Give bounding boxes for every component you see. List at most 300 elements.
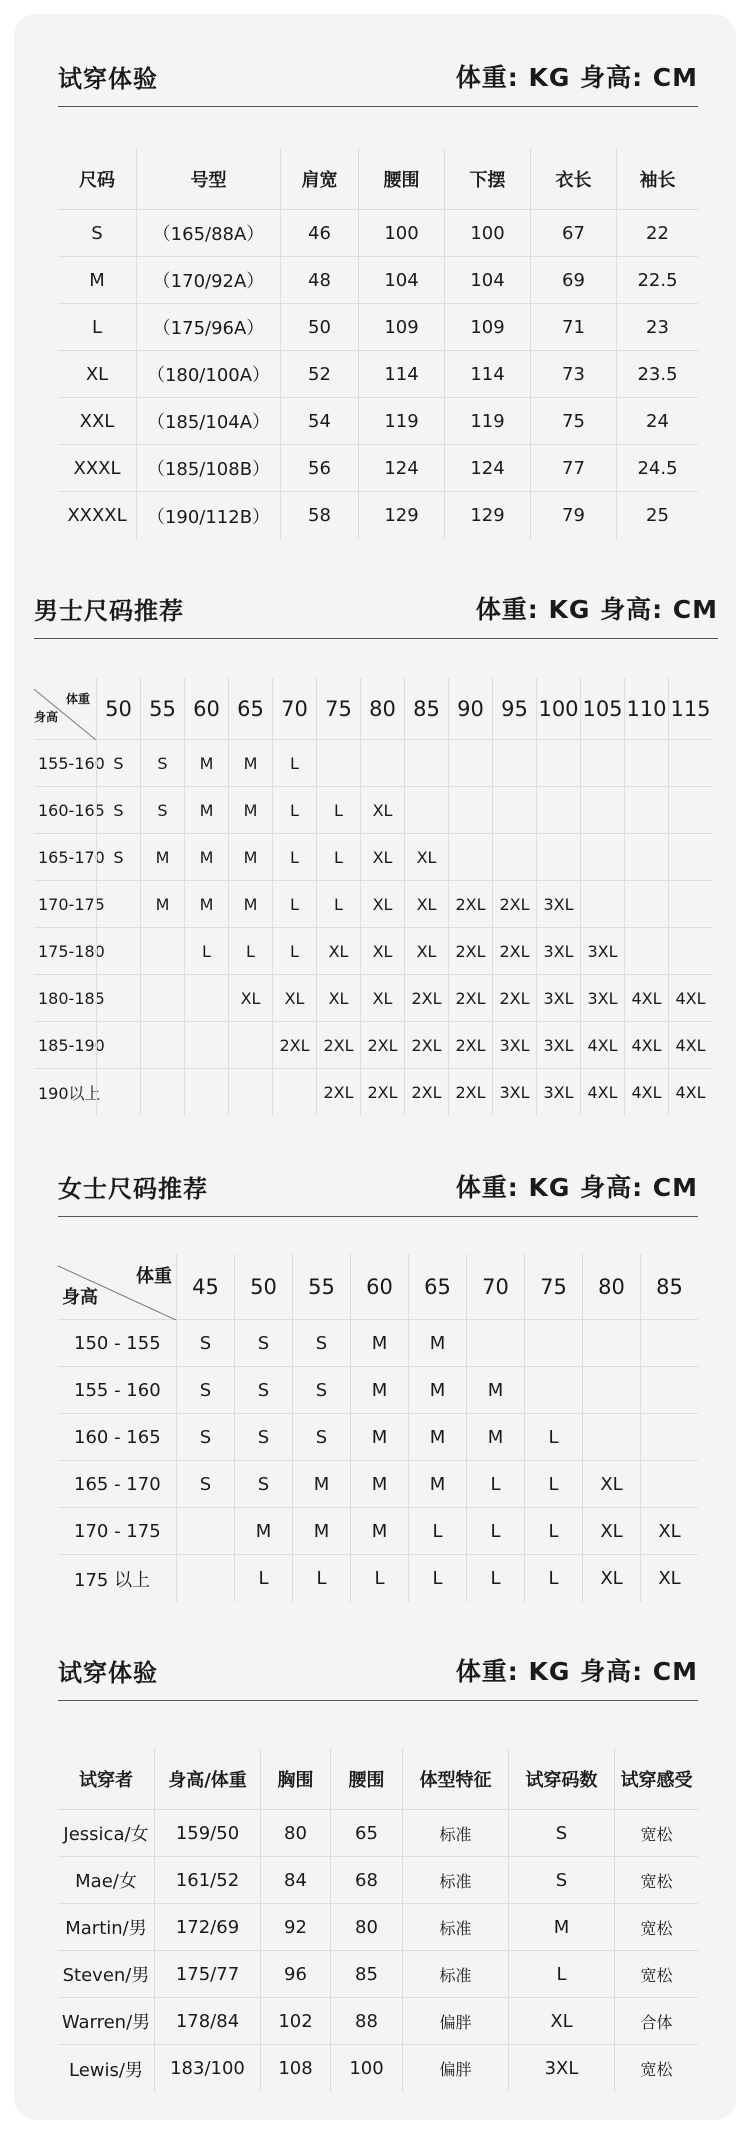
size-cell: M	[292, 1508, 350, 1555]
table-cell: 85	[330, 1951, 402, 1998]
table-cell: Mae/女	[58, 1857, 154, 1904]
unit-label: 体重: KG 身高: CM	[455, 1173, 698, 1202]
size-cell: 3XL	[536, 1069, 580, 1116]
height-label: 170 - 175	[58, 1508, 176, 1555]
corner-header	[58, 1254, 176, 1320]
table-cell: 23.5	[616, 351, 698, 398]
table-cell: 54	[280, 398, 358, 445]
size-cell: M	[350, 1367, 408, 1414]
size-cell: 2XL	[316, 1022, 360, 1069]
table-cell: 159/50	[154, 1810, 260, 1857]
section-header	[58, 1652, 698, 1701]
size-cell: L	[408, 1555, 466, 1602]
section-title: 试穿体验	[58, 65, 158, 93]
size-cell: S	[234, 1320, 292, 1367]
table-cell: XL	[508, 1998, 614, 2045]
table-cell: 宽松	[614, 1951, 698, 1998]
size-cell	[624, 928, 668, 975]
table-cell: 67	[530, 210, 616, 257]
column-header: 衣长	[530, 148, 616, 210]
table-cell: 24.5	[616, 445, 698, 492]
size-cell: XL	[360, 787, 404, 834]
table-cell: 3XL	[508, 2045, 614, 2092]
height-label: 160 - 165	[58, 1414, 176, 1461]
size-cell: 2XL	[316, 1069, 360, 1116]
height-axis-label: 身高	[34, 710, 59, 724]
height-label: 165-170	[34, 834, 96, 881]
table-cell: 合体	[614, 1998, 698, 2045]
size-cell	[140, 1022, 184, 1069]
table-cell: （190/112B）	[136, 492, 280, 539]
size-cell	[96, 1022, 140, 1069]
size-cell	[668, 740, 712, 787]
weight-header: 115	[668, 678, 712, 740]
size-cell: L	[228, 928, 272, 975]
size-cell: 4XL	[668, 975, 712, 1022]
table-cell: L	[58, 304, 136, 351]
size-cell	[448, 740, 492, 787]
table-cell: XXL	[58, 398, 136, 445]
size-cell: 4XL	[624, 1022, 668, 1069]
size-cell: 2XL	[448, 928, 492, 975]
size-cell: S	[176, 1367, 234, 1414]
weight-header: 80	[582, 1254, 640, 1320]
table-cell: 25	[616, 492, 698, 539]
table-cell: 100	[330, 2045, 402, 2092]
column-header: 试穿者	[58, 1748, 154, 1810]
size-cell	[176, 1508, 234, 1555]
table-cell: 124	[444, 445, 530, 492]
table-cell: XL	[58, 351, 136, 398]
column-header: 袖长	[616, 148, 698, 210]
weight-header: 80	[360, 678, 404, 740]
weight-header: 65	[228, 678, 272, 740]
table-cell: 129	[444, 492, 530, 539]
size-cell	[492, 834, 536, 881]
table-cell: S	[508, 1810, 614, 1857]
size-cell: 3XL	[580, 975, 624, 1022]
table-cell: 偏胖	[402, 2045, 508, 2092]
weight-header: 75	[316, 678, 360, 740]
table-cell: 109	[358, 304, 444, 351]
size-cell: S	[176, 1414, 234, 1461]
size-cell: 2XL	[448, 1022, 492, 1069]
weight-header: 55	[292, 1254, 350, 1320]
size-cell	[272, 1069, 316, 1116]
weight-header: 85	[404, 678, 448, 740]
size-cell	[228, 1022, 272, 1069]
table-cell: （180/100A）	[136, 351, 280, 398]
size-cell: M	[466, 1367, 524, 1414]
size-cell: M	[184, 881, 228, 928]
height-label: 170-175	[34, 881, 96, 928]
size-cell	[580, 740, 624, 787]
size-cell: 3XL	[536, 881, 580, 928]
size-cell: 4XL	[624, 1069, 668, 1116]
size-cell: 2XL	[404, 1069, 448, 1116]
table-cell: Steven/男	[58, 1951, 154, 1998]
size-cell: XL	[640, 1508, 698, 1555]
height-label: 155-160	[34, 740, 96, 787]
size-cell	[668, 881, 712, 928]
size-cell: M	[466, 1414, 524, 1461]
unit-label: 体重: KG 身高: CM	[475, 595, 718, 624]
size-cell	[466, 1320, 524, 1367]
women-size-table	[58, 1254, 698, 1602]
size-cell	[492, 787, 536, 834]
section-title: 男士尺码推荐	[34, 597, 184, 625]
table-cell: 46	[280, 210, 358, 257]
men-size-table	[34, 678, 718, 1116]
table-cell: XXXL	[58, 445, 136, 492]
table-cell: 100	[358, 210, 444, 257]
table-cell: 80	[330, 1904, 402, 1951]
size-cell: XL	[316, 975, 360, 1022]
weight-header: 110	[624, 678, 668, 740]
size-cell	[524, 1320, 582, 1367]
table-cell: L	[508, 1951, 614, 1998]
size-cell	[360, 740, 404, 787]
size-cell: L	[524, 1414, 582, 1461]
table-cell: 77	[530, 445, 616, 492]
size-cell	[582, 1367, 640, 1414]
size-cell	[228, 1069, 272, 1116]
table-cell: 175/77	[154, 1951, 260, 1998]
size-cell	[536, 787, 580, 834]
size-cell: L	[234, 1555, 292, 1602]
size-cell: L	[272, 834, 316, 881]
size-cell: XL	[582, 1555, 640, 1602]
size-cell: L	[184, 928, 228, 975]
size-cell: L	[466, 1508, 524, 1555]
size-cell	[404, 740, 448, 787]
size-cell: M	[228, 834, 272, 881]
size-cell: L	[524, 1508, 582, 1555]
weight-header: 105	[580, 678, 624, 740]
size-cell: XL	[640, 1555, 698, 1602]
table-cell: 宽松	[614, 2045, 698, 2092]
size-cell	[536, 740, 580, 787]
size-cell: L	[350, 1555, 408, 1602]
size-cell: S	[176, 1461, 234, 1508]
size-cell	[624, 740, 668, 787]
height-label: 190以上	[38, 1084, 101, 1103]
size-cell: S	[292, 1367, 350, 1414]
size-cell: L	[408, 1508, 466, 1555]
size-cell	[448, 787, 492, 834]
column-header: 试穿码数	[508, 1748, 614, 1810]
table-cell: M	[58, 257, 136, 304]
table-cell: 宽松	[614, 1857, 698, 1904]
size-cell: XL	[404, 881, 448, 928]
table-cell: 标准	[402, 1857, 508, 1904]
table-cell: 119	[358, 398, 444, 445]
table-cell: XXXXL	[67, 505, 127, 526]
size-cell: S	[234, 1367, 292, 1414]
height-label: 185-190	[34, 1022, 96, 1069]
size-cell	[316, 740, 360, 787]
unit-label: 体重: KG 身高: CM	[455, 63, 698, 92]
table-cell: 50	[280, 304, 358, 351]
table-cell: 88	[330, 1998, 402, 2045]
weight-header: 85	[640, 1254, 698, 1320]
size-cell	[624, 881, 668, 928]
size-cell	[668, 787, 712, 834]
size-cell: 2XL	[492, 928, 536, 975]
table-cell: 114	[444, 351, 530, 398]
weight-header: 55	[140, 678, 184, 740]
size-cell: L	[272, 740, 316, 787]
table-cell: 114	[358, 351, 444, 398]
weight-header: 60	[184, 678, 228, 740]
table-cell: S	[58, 210, 136, 257]
size-cell: M	[228, 881, 272, 928]
size-cell: M	[350, 1461, 408, 1508]
size-cell: XL	[316, 928, 360, 975]
size-cell: S	[176, 1320, 234, 1367]
table-cell: 129	[358, 492, 444, 539]
table-cell: 22	[616, 210, 698, 257]
size-chart-section	[58, 58, 698, 540]
column-header: 试穿感受	[614, 1748, 698, 1810]
table-cell: 65	[330, 1810, 402, 1857]
size-cell: 2XL	[448, 975, 492, 1022]
size-cell	[176, 1555, 234, 1602]
size-cell: L	[272, 787, 316, 834]
size-cell	[582, 1414, 640, 1461]
size-cell: 2XL	[360, 1022, 404, 1069]
section-header	[58, 58, 698, 107]
size-cell: S	[96, 834, 140, 881]
size-cell: XL	[404, 928, 448, 975]
size-cell: 2XL	[360, 1069, 404, 1116]
weight-header: 65	[408, 1254, 466, 1320]
size-cell	[524, 1367, 582, 1414]
size-cell	[184, 975, 228, 1022]
size-cell: L	[316, 834, 360, 881]
size-cell: XL	[360, 928, 404, 975]
size-cell: M	[140, 881, 184, 928]
weight-header: 100	[536, 678, 580, 740]
women-size-section	[58, 1168, 698, 1608]
table-cell: 108	[260, 2045, 330, 2092]
men-size-section	[34, 590, 718, 1120]
size-cell: 4XL	[668, 1069, 712, 1116]
size-cell	[140, 1069, 184, 1116]
size-cell	[580, 881, 624, 928]
column-header: 号型	[136, 148, 280, 210]
size-cell: M	[228, 787, 272, 834]
size-cell: 4XL	[668, 1022, 712, 1069]
size-cell: M	[184, 787, 228, 834]
column-header: 腰围	[358, 148, 444, 210]
table-cell: （175/96A）	[136, 304, 280, 351]
weight-header: 95	[492, 678, 536, 740]
size-cell: XL	[228, 975, 272, 1022]
size-cell	[668, 834, 712, 881]
size-cell	[668, 928, 712, 975]
try-on-table	[58, 1748, 698, 2092]
height-label: 175-180	[34, 928, 96, 975]
table-cell: Warren/男	[58, 1998, 154, 2045]
table-cell: 73	[530, 351, 616, 398]
height-label: 165 - 170	[58, 1461, 176, 1508]
table-cell: （185/108B）	[136, 445, 280, 492]
size-cell	[640, 1320, 698, 1367]
section-header	[34, 590, 718, 639]
section-header	[58, 1168, 698, 1217]
size-cell	[448, 834, 492, 881]
weight-header: 45	[176, 1254, 234, 1320]
table-cell: 56	[280, 445, 358, 492]
weight-axis-label: 体重	[136, 1266, 172, 1287]
size-chart-table	[58, 148, 698, 539]
size-cell: S	[140, 740, 184, 787]
table-cell: 偏胖	[402, 1998, 508, 2045]
table-cell: 104	[358, 257, 444, 304]
size-cell: L	[466, 1555, 524, 1602]
table-cell: （185/104A）	[136, 398, 280, 445]
table-cell: 69	[530, 257, 616, 304]
size-cell: XL	[272, 975, 316, 1022]
table-cell: 标准	[402, 1904, 508, 1951]
size-cell	[404, 787, 448, 834]
size-cell: L	[466, 1461, 524, 1508]
size-cell: S	[96, 787, 140, 834]
size-cell: 2XL	[492, 881, 536, 928]
weight-header: 75	[524, 1254, 582, 1320]
size-cell	[96, 975, 140, 1022]
size-cell: 3XL	[536, 1022, 580, 1069]
table-cell: 104	[444, 257, 530, 304]
table-cell: 109	[444, 304, 530, 351]
size-cell	[96, 881, 140, 928]
size-cell	[96, 928, 140, 975]
weight-header: 60	[350, 1254, 408, 1320]
height-label: 160-165	[34, 787, 96, 834]
try-on-section	[58, 1652, 698, 2092]
column-header: 身高/体重	[154, 1748, 260, 1810]
size-cell: 2XL	[272, 1022, 316, 1069]
weight-header: 70	[466, 1254, 524, 1320]
size-cell	[624, 787, 668, 834]
size-cell: L	[316, 787, 360, 834]
size-cell	[140, 975, 184, 1022]
table-cell: （170/92A）	[136, 257, 280, 304]
table-cell: 23	[616, 304, 698, 351]
column-header: 体型特征	[402, 1748, 508, 1810]
table-cell: 172/69	[154, 1904, 260, 1951]
size-cell	[96, 1069, 140, 1116]
size-cell: 2XL	[404, 975, 448, 1022]
table-cell: Martin/男	[58, 1904, 154, 1951]
table-cell: 102	[260, 1998, 330, 2045]
table-cell: 宽松	[614, 1810, 698, 1857]
size-cell: M	[408, 1414, 466, 1461]
weight-header: 50	[96, 678, 140, 740]
height-axis-label: 身高	[62, 1287, 98, 1308]
size-cell: XL	[582, 1508, 640, 1555]
size-cell: 2XL	[448, 881, 492, 928]
size-cell: M	[184, 834, 228, 881]
table-cell: 52	[280, 351, 358, 398]
size-cell: M	[292, 1461, 350, 1508]
weight-axis-label: 体重	[65, 692, 90, 706]
table-cell: 92	[260, 1904, 330, 1951]
size-cell: L	[272, 881, 316, 928]
table-cell: 178/84	[154, 1998, 260, 2045]
weight-header: 50	[234, 1254, 292, 1320]
table-cell: 71	[530, 304, 616, 351]
table-cell: 124	[358, 445, 444, 492]
size-cell: 3XL	[536, 975, 580, 1022]
table-cell: 79	[530, 492, 616, 539]
height-label: 155 - 160	[58, 1367, 176, 1414]
weight-header: 90	[448, 678, 492, 740]
height-label: 150 - 155	[58, 1320, 176, 1367]
size-cell: S	[234, 1414, 292, 1461]
table-cell: 96	[260, 1951, 330, 1998]
table-cell: 100	[444, 210, 530, 257]
size-cell: XL	[360, 834, 404, 881]
corner-header	[34, 678, 96, 740]
table-cell: 24	[616, 398, 698, 445]
size-cell: M	[234, 1508, 292, 1555]
table-cell: 80	[260, 1810, 330, 1857]
table-cell: 119	[444, 398, 530, 445]
size-cell	[582, 1320, 640, 1367]
size-cell: 3XL	[580, 928, 624, 975]
size-cell: M	[408, 1461, 466, 1508]
size-cell: S	[140, 787, 184, 834]
table-cell: 标准	[402, 1810, 508, 1857]
column-header: 胸围	[260, 1748, 330, 1810]
size-cell: S	[234, 1461, 292, 1508]
weight-header: 70	[272, 678, 316, 740]
size-cell: 2XL	[404, 1022, 448, 1069]
table-cell: 22.5	[616, 257, 698, 304]
table-cell: Lewis/男	[69, 2059, 143, 2081]
size-cell: XL	[360, 975, 404, 1022]
table-cell: 标准	[402, 1951, 508, 1998]
size-cell: M	[228, 740, 272, 787]
table-cell: 161/52	[154, 1857, 260, 1904]
size-cell: XL	[360, 881, 404, 928]
table-cell: 58	[280, 492, 358, 539]
size-cell: 2XL	[492, 975, 536, 1022]
size-cell: 4XL	[580, 1069, 624, 1116]
size-cell	[184, 1022, 228, 1069]
size-cell	[640, 1461, 698, 1508]
size-cell	[184, 1069, 228, 1116]
size-cell: M	[350, 1414, 408, 1461]
table-cell: 75	[530, 398, 616, 445]
size-cell: 4XL	[580, 1022, 624, 1069]
size-cell: 3XL	[492, 1069, 536, 1116]
size-cell: L	[292, 1555, 350, 1602]
table-cell: 84	[260, 1857, 330, 1904]
size-cell: M	[350, 1508, 408, 1555]
size-cell: S	[292, 1320, 350, 1367]
size-cell: 2XL	[448, 1069, 492, 1116]
size-cell: L	[272, 928, 316, 975]
table-cell: 68	[330, 1857, 402, 1904]
section-title: 试穿体验	[58, 1659, 158, 1687]
size-cell: M	[408, 1367, 466, 1414]
size-cell: M	[408, 1320, 466, 1367]
table-cell: （165/88A）	[136, 210, 280, 257]
height-label: 180-185	[34, 975, 96, 1022]
